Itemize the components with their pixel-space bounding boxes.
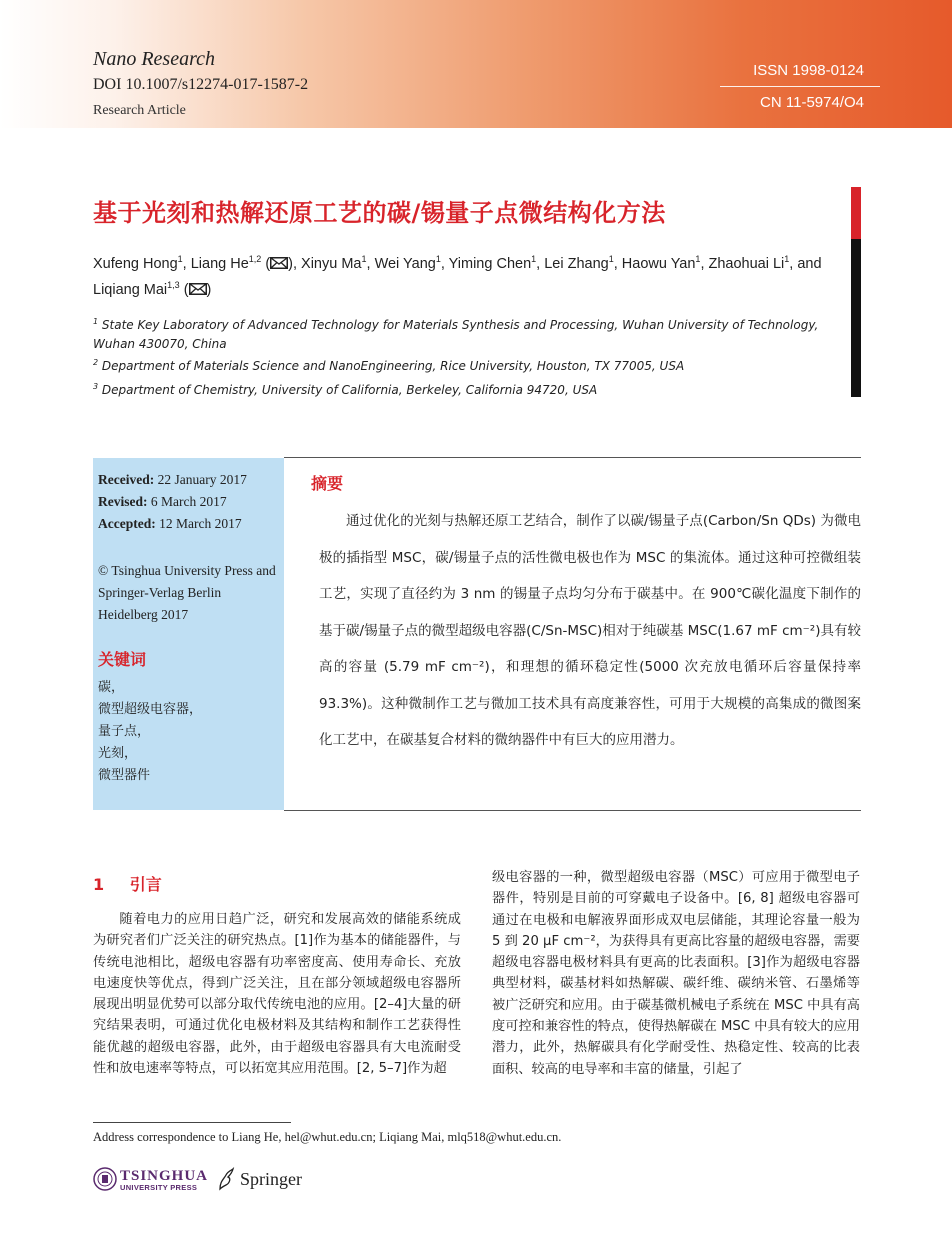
body-text-left: 随着电力的应用日趋广泛，研究和发展高效的储能系统成为研究者们广泛关注的研究热点。[1]作为基本的储能器件，与传统电池相比，超级电容器有功率密度高、使用寿命长、充放电速度快等优点，得到广泛关注，且在部分领域超级电容器所展现出明显优势可以部分取代传统电池的应用。[2–4]大量的研究结果表明，可通过优化电极材料及其结构和制作工艺获得性能优越的超级电容器，此外，由于超级电容器具有大电流耐受性和放电速率等特点，可以拓宽其应用范围。[2, 5–7]作为超 — [93, 912, 461, 1077]
keyword-item: 光刻， — [98, 746, 138, 761]
mail-icon[interactable] — [270, 257, 288, 269]
author-list: Xufeng Hong$^1$, Liang He$^{1,2}$ ( ), Xinyu Ma$^1$, Wei Yang$^1$, Yiming Chen$^1$, Lei Zhang$^1$, Haowu Yan$^1$, Zhaohuai Li$^1$, and Liqiang Mai$^{1,3}$ ( ) — [93, 254, 822, 298]
tsinghua-logo-subtext: UNIVERSITY PRESS — [120, 1183, 198, 1192]
keywords-heading: 关键词 — [98, 650, 147, 669]
abstract-bottom-rule — [284, 810, 861, 811]
article-title: 基于光刻和热解还原工艺的碳/锡量子点微结构化方法 — [93, 199, 666, 227]
article-type: Research Article — [93, 103, 186, 118]
journal-name: Nano Research — [93, 48, 216, 70]
affiliation-3: $^3$ Department of Chemistry, University of California, Berkeley, California 94720, USA — [93, 382, 598, 397]
author-name: , Liang He — [182, 255, 249, 272]
mail-icon[interactable] — [189, 283, 207, 295]
copyright-notice: © Tsinghua University Press and Springer-Verlag Berlin Heidelberg 2017 — [98, 563, 276, 622]
keyword-item: 量子点， — [98, 724, 151, 739]
author-name: ), Xinyu Ma — [288, 255, 362, 272]
keyword-item: 碳， — [98, 680, 125, 695]
author-sup: 1 — [784, 254, 790, 264]
author-sup: 1 — [177, 254, 183, 264]
doi-text[interactable]: DOI 10.1007/s12274-017-1587-2 — [93, 76, 309, 93]
springer-logo-text: Springer — [240, 1169, 302, 1189]
received-date: Received: 22 January 2017 — [98, 472, 247, 487]
author-name: , Yiming Chen — [440, 255, 532, 272]
keyword-item: 微型器件 — [98, 768, 151, 783]
affiliation-1: $^1$ State Key Laboratory of Advanced Technology for Materials Synthesis and Processing, Wuhan University of Technology, Wuhan 430070, China — [93, 317, 819, 351]
author-sup: 1 — [435, 254, 441, 264]
abstract-heading: 摘要 — [311, 474, 344, 493]
abstract-top-rule — [284, 457, 861, 458]
author-sup: 1,2 — [248, 254, 262, 264]
issn-text: ISSN 1998-0124 — [753, 62, 864, 79]
author-name: , Zhaohuai Li — [700, 255, 785, 272]
author-name: Xufeng Hong — [93, 255, 178, 272]
side-accent-bar-red — [851, 187, 861, 239]
accepted-date: Accepted: 12 March 2017 — [98, 516, 242, 531]
author-sup: 1 — [361, 254, 367, 264]
author-sup: 1 — [608, 254, 614, 264]
author-sup: 1,3 — [167, 279, 180, 290]
body-text-right: 级电容器的一种，微型超级电容器（MSC）可应用于微型电子器件，特别是目前的可穿戴电子设备中。[6, 8] 超级电容器可通过在电极和电解液界面形成双电层储能，其理论容量一般为 5 到 20 μF cm⁻²，为获得具有更高比容量的超级电容器，需要超级电容器电极材料具有更高的比表面积。[3]作为超级电容器典型材料，碳基材料如热解碳、碳纤维、碳纳米管、石墨烯等被广泛研究和应用。由于碳基微机械电子系统在 MSC 中具有高度可控和兼容性的特点，使得热解碳在 MSC 中具有较大的应用潜力，此外，热解碳具有化学耐受性、热稳定性、较高的比表面积、较高的电导率和丰富的储量，引起了 — [492, 870, 860, 1077]
keyword-item: 微型超级电容器， — [98, 702, 203, 717]
author-name: , and Liqiang Mai — [93, 255, 822, 298]
affiliation-2: $^2$ Department of Materials Science and NanoEngineering, Rice University, Houston, TX 77005, USA — [93, 358, 685, 373]
author-name: , Lei Zhang — [536, 255, 609, 272]
header-divider — [720, 86, 880, 87]
revised-date: Revised: 6 March 2017 — [98, 494, 227, 509]
section-heading: 1 引言 — [93, 875, 162, 894]
abstract-text: 通过优化的光刻与热解还原工艺结合，制作了以碳/锡量子点(Carbon/Sn QDs) 为微电极的插指型 MSC，碳/锡量子点的活性微电极也作为 MSC 的集流体。通过这种可控微组装工艺，实现了直径约为 3 nm 的锡量子点均匀分布于碳基中。在 900℃碳化温度下制作的基于碳/锡量子点的微型超级电容器(C/Sn-MSC)相对于纯碳基 MSC(1.67 mF cm⁻²)具有较高的容量 (5.79 mF cm⁻²)，和理想的循环稳定性(5000 次充放电循环后容量保持率 93.3%)。这种微制作工艺与微加工技术具有高度兼容性，可用于大规模的高集成的微图案化工艺中，在碳基复合材料的微纳器件中有巨大的应用潜力。 — [319, 513, 861, 748]
author-name: , Haowu Yan — [613, 255, 696, 272]
author-sup: 1 — [531, 254, 537, 264]
cn-text: CN 11-5974/O4 — [760, 94, 864, 111]
correspondence-footnote: Address correspondence to Liang He, hel@whut.edu.cn; Liqiang Mai, mlq518@whut.edu.cn. — [93, 1130, 562, 1144]
tsinghua-seal-icon — [93, 1167, 117, 1191]
author-sup: 1 — [695, 254, 701, 264]
side-accent-bar-black — [851, 239, 861, 397]
springer-horse-icon — [216, 1167, 236, 1191]
footnote-divider — [93, 1122, 291, 1123]
author-name: , Wei Yang — [366, 255, 436, 272]
tsinghua-logo-text: TSINGHUA — [120, 1168, 209, 1184]
